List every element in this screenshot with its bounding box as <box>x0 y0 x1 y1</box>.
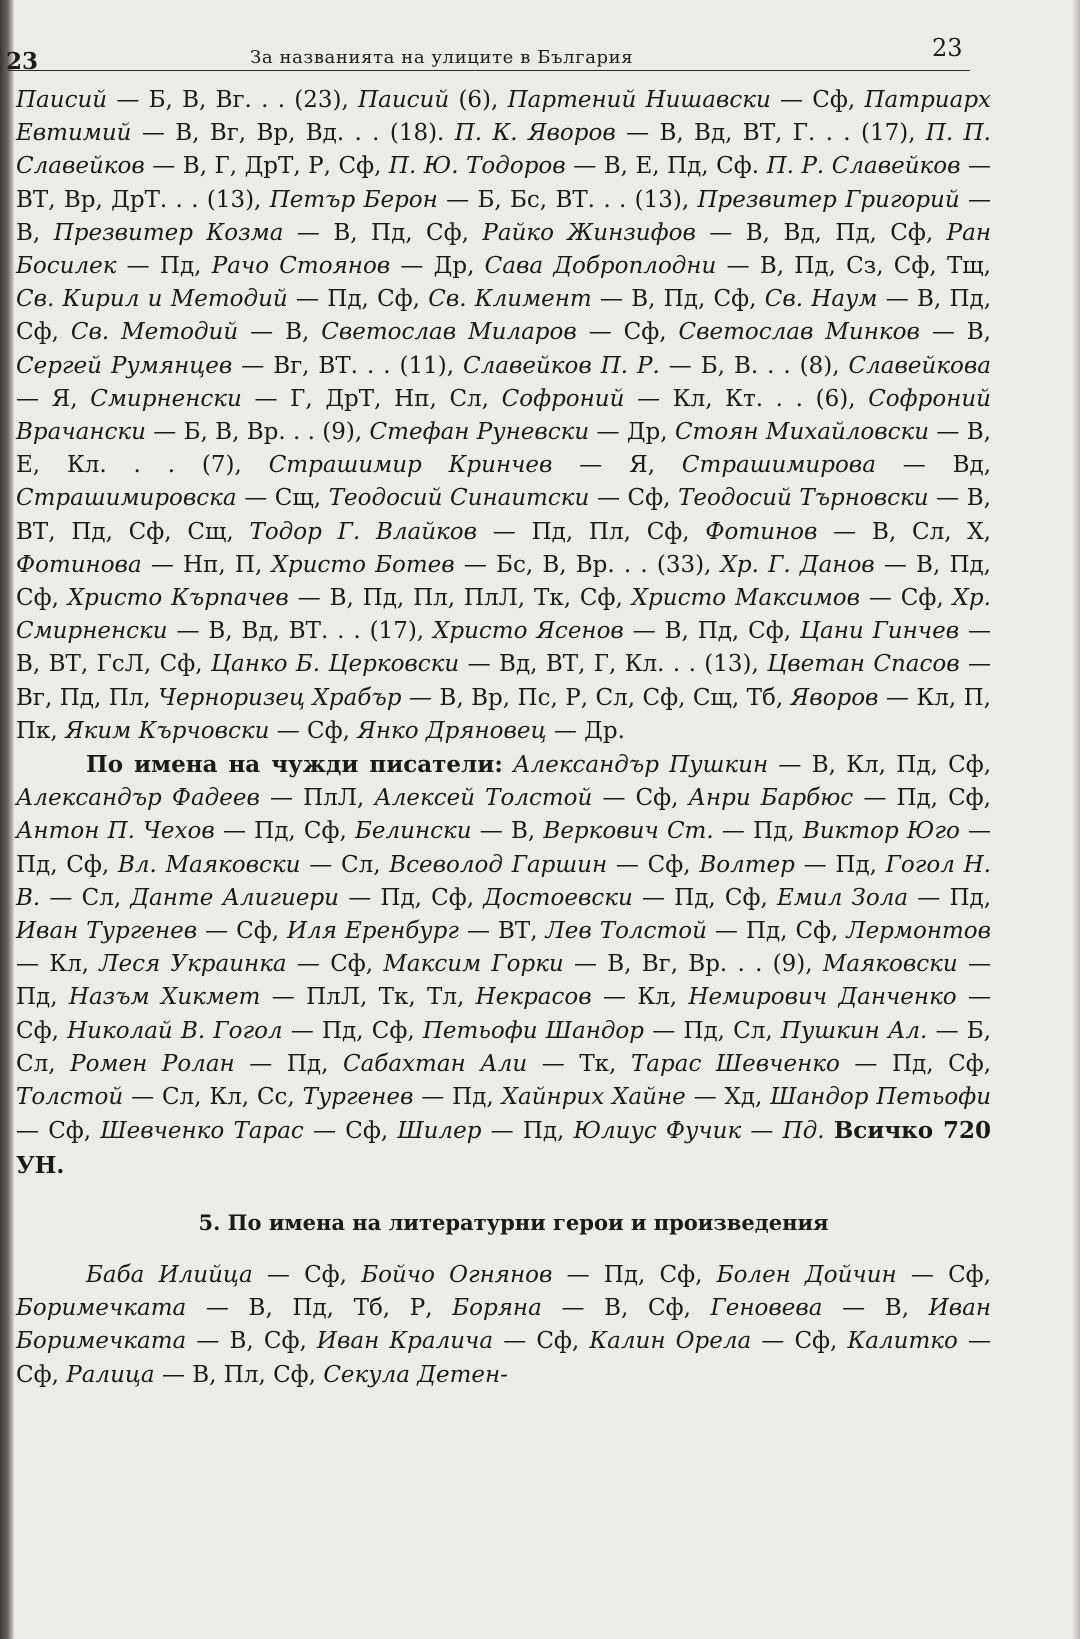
text-run: — В, Сф, <box>541 1295 711 1322</box>
text-run: — В, Пд, Сф, <box>591 286 765 313</box>
street-name: Христо Максимов <box>631 585 860 612</box>
paragraph-foreign-writers <box>16 748 991 1183</box>
street-name: Св. Климент <box>428 286 592 313</box>
text-run: — Сф, <box>269 717 358 744</box>
text-run: — Пд, Сф, <box>282 1017 423 1044</box>
text-run: — Пд, Сф, <box>839 1050 992 1077</box>
street-name: Александър Пушкин <box>513 752 769 779</box>
street-name: П. Ю. Тодоров <box>388 153 566 180</box>
running-title: За названията на улиците в България <box>250 47 634 68</box>
text-run: — Г, ДрТ, Нп, Сл, <box>241 385 502 412</box>
text-run <box>825 1118 834 1144</box>
street-name: Софроний Врачански <box>16 385 991 446</box>
street-name: Иван Боримечката <box>16 1295 991 1355</box>
street-name: Алексей Толстой <box>374 785 593 812</box>
street-name: Тарас Шевченко <box>630 1050 840 1077</box>
text-run: — Кл, П, Пк, <box>16 684 991 744</box>
text-run: — Сл, <box>40 884 131 911</box>
text-run: — Сф, <box>252 1261 362 1288</box>
street-name: Николай В. Гогол <box>67 1017 283 1044</box>
text-run: — Пд, Сф, <box>214 818 356 845</box>
text-run: — Я, <box>552 452 682 479</box>
text-run: — Пд, <box>116 253 212 280</box>
text-run: — <box>741 1118 783 1145</box>
text-run: — Пд, <box>413 1084 502 1111</box>
street-name: Сергей Румянцев <box>16 352 233 379</box>
text-run: — В, Е, Кл. . . (7), <box>16 419 991 479</box>
street-name: Ран Босилек <box>16 219 991 280</box>
text-run: — В, Вр, Пс, Р, Сл, Сф, Сщ, Тб, <box>401 684 791 711</box>
street-name: Хайнрих Хайне <box>501 1084 686 1111</box>
text-run: — В, Вг, Вр, Вд. . . (18). <box>131 120 455 147</box>
street-name: Стефан Руневски <box>369 419 590 446</box>
text-run: — Сл, Кл, Сс, <box>123 1084 303 1111</box>
street-name: Лермонтов <box>846 918 992 945</box>
street-name: Всеволод Гаршин <box>389 851 608 878</box>
street-name: Рачо Стоянов <box>211 253 391 280</box>
text-run: — Пд, <box>16 951 991 1011</box>
text-run: — Б, Бс, ВТ. . . (13), <box>437 186 698 213</box>
street-name: Вл. Маяковски <box>117 851 301 878</box>
text-run: — Сф, <box>592 785 689 812</box>
text-run: — Вг, ВТ. . . (11), <box>232 352 463 379</box>
street-name: Иван Кралича <box>316 1328 494 1355</box>
text-run: — Вд, <box>875 452 992 479</box>
street-name: Бойчо Огнянов <box>361 1261 553 1288</box>
text-run: — Сф, <box>493 1328 590 1355</box>
section-heading: 5. По имена на литературни герои и произведения <box>198 1209 829 1235</box>
street-name: Хр. Смирненски <box>16 585 991 645</box>
text-run: — В, Пд, Сз, Сф, Тщ, <box>716 253 991 280</box>
street-name: Анри Барбюс <box>688 785 854 812</box>
street-name: Цани Гинчев <box>799 618 960 645</box>
street-name: Боряна <box>452 1295 542 1322</box>
street-name: Шилер <box>397 1118 482 1145</box>
text-run: — Пд, Пл, Сф, <box>477 518 706 545</box>
text-run: — Сф, <box>197 918 288 945</box>
street-name: Христо Кърпачев <box>67 585 289 612</box>
street-name: Фотинова <box>16 551 142 578</box>
text-run: — Пд, Сф, <box>632 884 778 911</box>
text-run: — Сл, <box>300 851 390 878</box>
text-run: — В, Вд, ВТ, Г. . . (17), <box>615 120 926 147</box>
street-name: Райко Жинзифов <box>482 219 696 246</box>
text-run: — Нп, П, <box>141 551 272 578</box>
text-run: — Пд, <box>234 1050 343 1077</box>
street-name: Светослав Минков <box>678 319 920 346</box>
street-name: Некрасов <box>475 984 592 1011</box>
street-name: Св. Методий <box>70 319 239 346</box>
street-name: Св. Наум <box>764 286 878 313</box>
text-run: — В, Пд, Пл, ПлЛ, Тк, Сф, <box>288 585 632 612</box>
street-name: Ралица <box>66 1361 155 1388</box>
text-run: — В, Сл, Х, <box>817 518 991 545</box>
street-name: Презвитер Козма <box>53 219 284 246</box>
text-run: — Др, <box>390 253 485 280</box>
text-run: — В, Пд, Тб, Р, <box>186 1295 453 1322</box>
street-name: Юлиус Фучик <box>573 1118 742 1145</box>
paragraph-literary-heroes <box>16 1259 991 1392</box>
text-run: — Сф, <box>16 1118 101 1145</box>
street-name: Тургенев <box>302 1084 414 1111</box>
street-name: Цветан Спасов <box>767 651 960 678</box>
street-name: Сава Доброплодни <box>484 253 717 280</box>
street-name: Тодор Г. Влайков <box>249 518 477 545</box>
street-name: Хр. Г. Данов <box>720 551 875 578</box>
street-name: Петър Берон <box>269 186 438 213</box>
text-run: — В, ВТ, Пд, Сф, Сщ, <box>16 485 991 545</box>
bold-text: Всичко 720 УН. <box>16 1117 992 1179</box>
text-run: — Сф, <box>576 319 679 346</box>
text-run: — Пд, <box>794 851 886 878</box>
text-run: — В, Сф, <box>186 1328 317 1355</box>
text-run: — Пд, Сф, <box>16 818 992 878</box>
street-name: Яворов <box>790 684 879 711</box>
street-name: Шандор Петьофи <box>770 1084 992 1111</box>
text-run: — Сф, <box>896 1261 991 1288</box>
page-number-left: 23 <box>6 48 39 75</box>
street-name: Партений Нишавски <box>507 87 771 113</box>
text-run: — Пд, Сф, <box>339 884 484 911</box>
street-name: Стоян Михайловски <box>674 419 930 446</box>
text-run: — Сф, <box>16 1328 992 1388</box>
text-run: — В, Вг, Вр. . . (9), <box>563 951 823 978</box>
street-name: Боримечката <box>16 1295 187 1322</box>
street-name: Софроний <box>501 385 625 412</box>
text-run: — Пд, <box>908 884 992 911</box>
street-name: Калин Орела <box>589 1328 752 1355</box>
street-name: Емил Зола <box>777 884 909 911</box>
street-name: Славейков П. Р. <box>463 352 660 379</box>
street-name: Смирненски <box>90 385 242 412</box>
text-run: — Сф, <box>751 1328 848 1355</box>
page-body <box>16 84 991 1392</box>
text-run: — Кл, <box>591 984 689 1011</box>
street-name: Белински <box>355 818 472 845</box>
text-run: — Б, Сл, <box>16 1017 991 1077</box>
street-name: П. П. Славейков <box>16 120 991 180</box>
street-name: Пд. <box>782 1118 825 1145</box>
street-name: Маяковски <box>822 951 958 978</box>
text-run: — Сф, <box>589 485 679 512</box>
text-run <box>503 752 513 778</box>
text-run: — Др, <box>589 419 675 446</box>
text-run: — В, Пд, Сф, <box>16 551 991 612</box>
text-run: — Кл, Кт. . . (6), <box>624 385 869 412</box>
street-name: Максим Горки <box>383 951 564 978</box>
text-run: — В, <box>919 319 991 346</box>
text-run: — Пд, Сф, <box>706 918 847 945</box>
street-name: Геновева <box>710 1295 823 1322</box>
text-run: — Пд, Сф, <box>853 785 991 812</box>
street-name: Светослав Миларов <box>321 319 577 346</box>
text-run: — ПлЛ, <box>259 785 375 812</box>
text-run: — Б, В. . . (8), <box>659 352 849 379</box>
street-name: П. Р. Славейков <box>766 153 961 180</box>
street-name: Презвитер Григорий <box>697 186 960 213</box>
street-name: П. К. Яворов <box>454 120 616 147</box>
text-run: — Пд, Сл, <box>644 1017 781 1044</box>
street-name: Секула Детен- <box>323 1361 508 1388</box>
text-run: — Сщ, <box>236 485 329 512</box>
text-run: — Бс, В, Вр. . . (33), <box>454 551 721 578</box>
street-name: Иля Еренбург <box>287 918 459 945</box>
text-run: — Пд, <box>481 1118 574 1145</box>
street-name: Теодосий Търновски <box>678 485 929 512</box>
street-name: Паисий <box>16 87 108 113</box>
street-name: Христо Ясенов <box>433 618 624 645</box>
text-run: — В, Кл, Пд, Сф, <box>768 752 992 779</box>
street-name: Шевченко Тарас <box>100 1118 304 1145</box>
text-run: — Др. <box>546 717 625 744</box>
street-name: Паисий <box>358 87 450 113</box>
text-run: — В, Пд, Сф, <box>16 286 992 346</box>
street-name: Калитко <box>847 1328 958 1355</box>
street-name: Немирович Данченко <box>688 984 957 1011</box>
text-run: — Сф, <box>286 951 384 978</box>
text-run: — В, <box>822 1295 929 1322</box>
text-run: — В, <box>16 186 992 246</box>
text-run: — В, Пд, Сф, <box>283 219 483 246</box>
street-name: Яким Кърчовски <box>65 717 270 744</box>
street-name: Достоевски <box>483 884 633 911</box>
street-name: Александър Фадеев <box>16 785 260 812</box>
street-name: Янко Дряновец <box>357 717 547 744</box>
street-name: Страшимировска <box>16 485 237 512</box>
text-run: — В, Е, Пд, Сф. <box>565 153 767 180</box>
text-run: — Сф, <box>303 1118 398 1145</box>
street-name: Виктор Юго <box>802 818 960 845</box>
text-run: — Пд, Сф, <box>287 286 429 313</box>
street-name: Гогол Н. В. <box>16 851 991 911</box>
street-name: Толстой <box>16 1084 124 1111</box>
street-name: Лев Толстой <box>545 918 707 945</box>
text-run: — В, <box>471 818 544 845</box>
text-run: — Сф, <box>860 585 953 612</box>
text-run: — ВТ, Вр, ДрТ. . . (13), <box>16 153 992 213</box>
running-header <box>0 30 1080 75</box>
street-name: Патриарх Евтимий <box>16 87 992 147</box>
street-name: Болен Дойчин <box>716 1261 897 1288</box>
street-name: Веркович Ст. <box>543 818 714 845</box>
street-name: Цанко Б. Церковски <box>210 651 460 678</box>
page-number-right: 23 <box>932 34 963 62</box>
text-run: — Вд, ВТ, Г, Кл. . . (13), <box>459 651 768 678</box>
header-rule <box>8 70 970 71</box>
street-name: Леся Украинка <box>99 951 287 978</box>
street-name: Черноризец Храбър <box>158 684 402 711</box>
text-run: — Сф, <box>770 87 865 113</box>
text-run: — Сф, <box>16 984 992 1044</box>
bold-text: По имена на чужди писатели: <box>86 751 503 779</box>
text-run: — Пд, Сф, <box>552 1261 717 1288</box>
street-name: Баба Илийца <box>86 1261 253 1288</box>
text-run: (6), <box>449 87 508 113</box>
page-edge <box>1072 0 1080 1639</box>
text-run: — Хд, <box>685 1084 771 1111</box>
street-name: Теодосий Синаитски <box>328 485 590 512</box>
text-run: — ВТ, <box>458 918 546 945</box>
paragraph-bulgarian-writers-continued <box>16 84 991 748</box>
text-run: — Пд, <box>713 818 803 845</box>
text-run: — В, <box>238 319 322 346</box>
street-name: Назъм Хикмет <box>68 984 261 1011</box>
street-name: Сабахтан Али <box>342 1050 528 1077</box>
text-run: — Я, <box>16 385 91 412</box>
text-run: — В, Г, ДрТ, Р, Сф, <box>144 153 389 180</box>
text-run: — В, Вд, Пд, Сф, <box>695 219 947 246</box>
text-run: — Б, В, Вр. . . (9), <box>145 419 370 446</box>
street-name: Страшимирова <box>681 452 876 479</box>
street-name: Ромен Ролан <box>70 1050 235 1077</box>
street-name: Данте Алигиери <box>130 884 339 911</box>
street-name: Славейкова <box>848 352 991 379</box>
text-run: — Сф, <box>607 851 700 878</box>
street-name: Петьофи Шандор <box>422 1017 644 1044</box>
street-name: Фотинов <box>705 518 818 545</box>
street-name: Пушкин Ал. <box>780 1017 928 1044</box>
street-name: Страшимир Кринчев <box>268 452 553 479</box>
text-run: — В, Пл, Сф, <box>154 1361 324 1388</box>
text-run: — Вг, Пд, Пл, <box>16 651 992 711</box>
text-run: — В, Пд, Сф, <box>623 618 800 645</box>
street-name: Христо Ботев <box>271 551 455 578</box>
street-name: Иван Тургенев <box>16 918 198 945</box>
binding-shadow <box>0 0 14 1639</box>
street-name: Антон П. Чехов <box>16 818 215 845</box>
text-run: — Б, В, Вг. . . (23), <box>107 87 359 113</box>
text-run: — Кл, <box>16 951 100 978</box>
text-run: — В, Вд, ВТ. . . (17), <box>167 618 434 645</box>
street-name: Св. Кирил и Методий <box>16 286 288 313</box>
text-run: — В, ВТ, ГсЛ, Сф, <box>16 618 991 678</box>
street-name: Волтер <box>699 851 795 878</box>
text-run: — Тк, <box>527 1050 631 1077</box>
text-run: — ПлЛ, Тк, Тл, <box>260 984 476 1011</box>
